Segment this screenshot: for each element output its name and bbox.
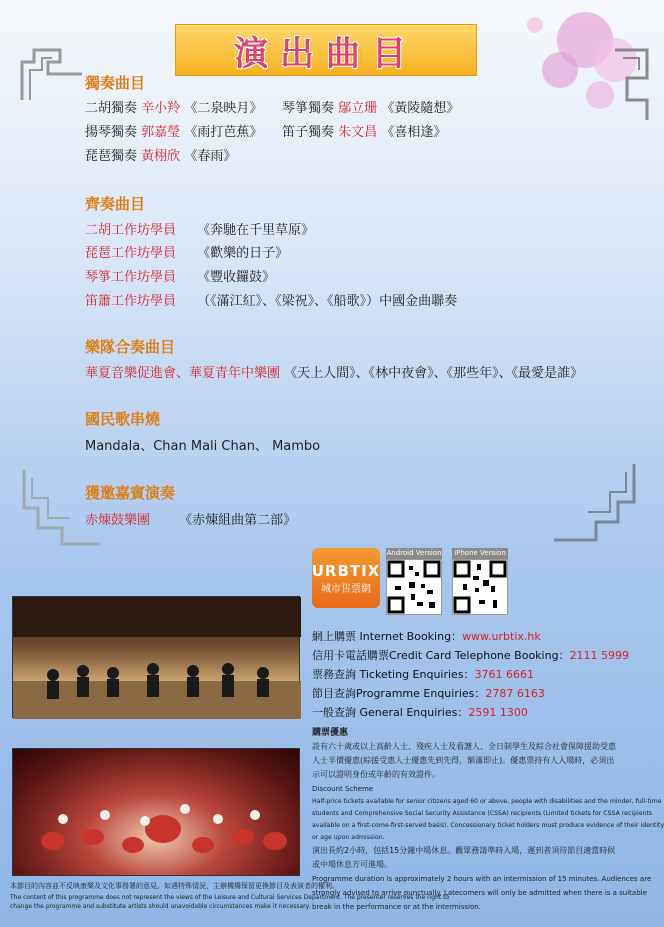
performer-name: 黃栩欣	[141, 149, 181, 164]
solo-item	[85, 97, 262, 116]
orchestra-photo	[12, 596, 300, 718]
info-label: 節目查詢Programme Enquiries：	[312, 687, 486, 700]
performer-name: 赤煉鼓樂團	[85, 513, 151, 528]
discount-en-heading: Discount Scheme	[312, 785, 374, 793]
qr-android[interactable]	[386, 548, 442, 615]
info-value: 3761 6661	[474, 668, 535, 681]
piece-title: 《歡樂的日子》	[197, 246, 289, 261]
performer-role: 揚琴獨奏	[85, 125, 138, 140]
discount-en-line: or age upon admission.	[312, 834, 385, 841]
piece-title: 《雨打芭蕉》	[184, 125, 263, 140]
section-heading-orchestra: 樂隊合奏曲目	[85, 338, 176, 356]
ticket-line-ticketing-enquiries	[312, 666, 534, 682]
performer-name: 二胡工作坊學員	[85, 223, 177, 238]
decor-pattern-left-middle	[22, 468, 102, 548]
folk-medley-item: Mandala、Chan Mali Chan、 Mambo	[85, 439, 321, 454]
decor-pattern-right-middle	[552, 462, 638, 554]
info-value: 2591 1300	[468, 706, 528, 719]
discount-section	[312, 726, 664, 914]
discount-heading: 購票優惠	[312, 728, 349, 738]
duration-zh-line: 演出長約2小時，包括15分鐘中場休息。觀眾務請準時入場，遲到者須待節目適當時候	[312, 846, 616, 855]
title-banner	[175, 24, 477, 76]
drum-troupe-photo	[12, 748, 300, 876]
disclaimer-zh: 本節目的內容並不反映康樂及文化事務署的意見。如遇特殊情況，主辦機構保留更換節目及表演者的權利。	[10, 882, 339, 890]
qr-iphone-label: iPhone Version	[452, 548, 508, 559]
discount-en-line: available on a first-come-first-served basis). Concessionary ticket holders must produce evidence of their identity	[312, 822, 664, 829]
info-label: 網上購票 Internet Booking：	[312, 630, 463, 643]
ticket-line-phone-booking	[312, 647, 629, 663]
section-heading-ensemble: 齊奏曲目	[85, 195, 146, 213]
performer-name: 笛簫工作坊學員	[85, 294, 177, 309]
piece-title: 《天上人間》、《林中夜會》、《那些年》、《最愛是誰》	[284, 366, 584, 381]
discount-en-line: Half-price tickets available for senior citizens aged 60 or above, people with disabilities and the minder, full-time	[312, 798, 662, 805]
ticket-line-general-enquiries	[312, 704, 528, 720]
disclaimer-en-line: The content of this programme does not represent the views of the Leisure and Cultural Services Department. The presenter reserves the right to	[10, 894, 450, 901]
section-heading-guest: 獲邀嘉賓演奏	[85, 484, 176, 502]
solo-item	[85, 145, 236, 164]
ticket-line-internet[interactable]	[312, 628, 541, 644]
info-label: 一般查詢 General Enquiries：	[312, 706, 469, 719]
solo-item	[85, 121, 262, 140]
decor-pattern-top-left	[20, 42, 90, 102]
piece-title: 《喜相逢》	[381, 125, 447, 140]
qr-code-icon	[386, 559, 442, 615]
performer-role: 二胡獨奏	[85, 101, 138, 116]
duration-en-line: break in the performance or at the intermission.	[312, 903, 481, 911]
performer-name: 鄔立珊	[338, 101, 378, 116]
qr-code-icon	[452, 559, 508, 615]
ensemble-item	[85, 290, 457, 309]
discount-zh-line: 示可以證明身份或年齡的有效證件。	[312, 770, 440, 779]
ensemble-item	[85, 219, 314, 238]
discount-zh-line: 人士半價優惠(綜援受惠人士優惠先到先得，額滿即止)。優惠票持有人入場時，必須出	[312, 756, 615, 765]
section-heading-solo: 獨奏曲目	[85, 74, 146, 92]
info-value[interactable]: www.urbtix.hk	[462, 630, 541, 643]
qr-android-label: Android Version	[386, 549, 442, 557]
piece-title: 《黃陵隨想》	[381, 101, 460, 116]
performer-name: 華夏音樂促進會、華夏青年中樂團	[85, 366, 281, 381]
page-title: 演出曲目	[234, 33, 418, 74]
piece-title: 《奔馳在千里草原》	[197, 223, 315, 238]
orchestra-item	[85, 362, 583, 381]
urbtix-logo[interactable]	[312, 548, 380, 608]
piece-title: 《春雨》	[184, 149, 237, 164]
performer-name: 郭嘉瑩	[141, 125, 181, 140]
duration-en-line: Programme duration is approximately 2 hours with an intermission of 15 minutes. Audiences are	[312, 875, 652, 883]
solo-item	[282, 121, 446, 140]
info-label: 信用卡電話購票Credit Card Telephone Booking：	[312, 649, 570, 662]
performer-role: 琵琶獨奏	[85, 149, 138, 164]
performer-name: 琴箏工作坊學員	[85, 270, 177, 285]
ensemble-item	[85, 266, 275, 285]
solo-item	[282, 97, 459, 116]
performer-role: 琴箏獨奏	[282, 101, 335, 116]
info-label: 票務查詢 Ticketing Enquiries：	[312, 668, 475, 681]
info-value: 2787 6163	[485, 687, 545, 700]
section-heading-folk-medley: 國民歌串燒	[85, 410, 161, 428]
performer-name: 琵琶工作坊學員	[85, 246, 177, 261]
piece-title: （《滿江紅》、《梁祝》、《船歌》）中國金曲聯奏	[197, 294, 458, 309]
piece-title: 《赤煉組曲第二部》	[179, 513, 297, 528]
urbtix-sub: 城市售票網	[321, 583, 371, 595]
duration-en-line: strongly advised to arrive punctually. Latecomers will only be admitted when there is a suitable	[312, 889, 647, 897]
discount-zh-line: 設有六十歲或以上高齡人士、殘疾人士及看護人、全日制學生及綜合社會保障援助受惠	[312, 742, 616, 751]
performer-role: 笛子獨奏	[282, 125, 335, 140]
ticket-line-programme-enquiries	[312, 685, 545, 701]
qr-iphone[interactable]	[452, 548, 508, 615]
discount-en-line: students and Comprehensive Social Security Assistance (CSSA) recipients (Limited tickets for CSSA recipients	[312, 810, 653, 817]
urbtix-brand: URBTIX	[311, 561, 381, 580]
decor-flower-top-right	[515, 0, 655, 150]
piece-title: 《豐收鑼鼓》	[197, 270, 276, 285]
piece-title: 《二泉映月》	[184, 101, 263, 116]
ensemble-item	[85, 242, 288, 261]
duration-zh-line: 或中場休息方可進場。	[312, 860, 392, 869]
guest-item	[85, 509, 296, 528]
performer-name: 辛小羚	[141, 101, 181, 116]
info-value: 2111 5999	[569, 649, 630, 662]
disclaimer-en-line: change the programme and substitute artists should unavoidable circumstances make it necessary.	[10, 903, 311, 910]
performer-name: 朱文昌	[338, 125, 378, 140]
